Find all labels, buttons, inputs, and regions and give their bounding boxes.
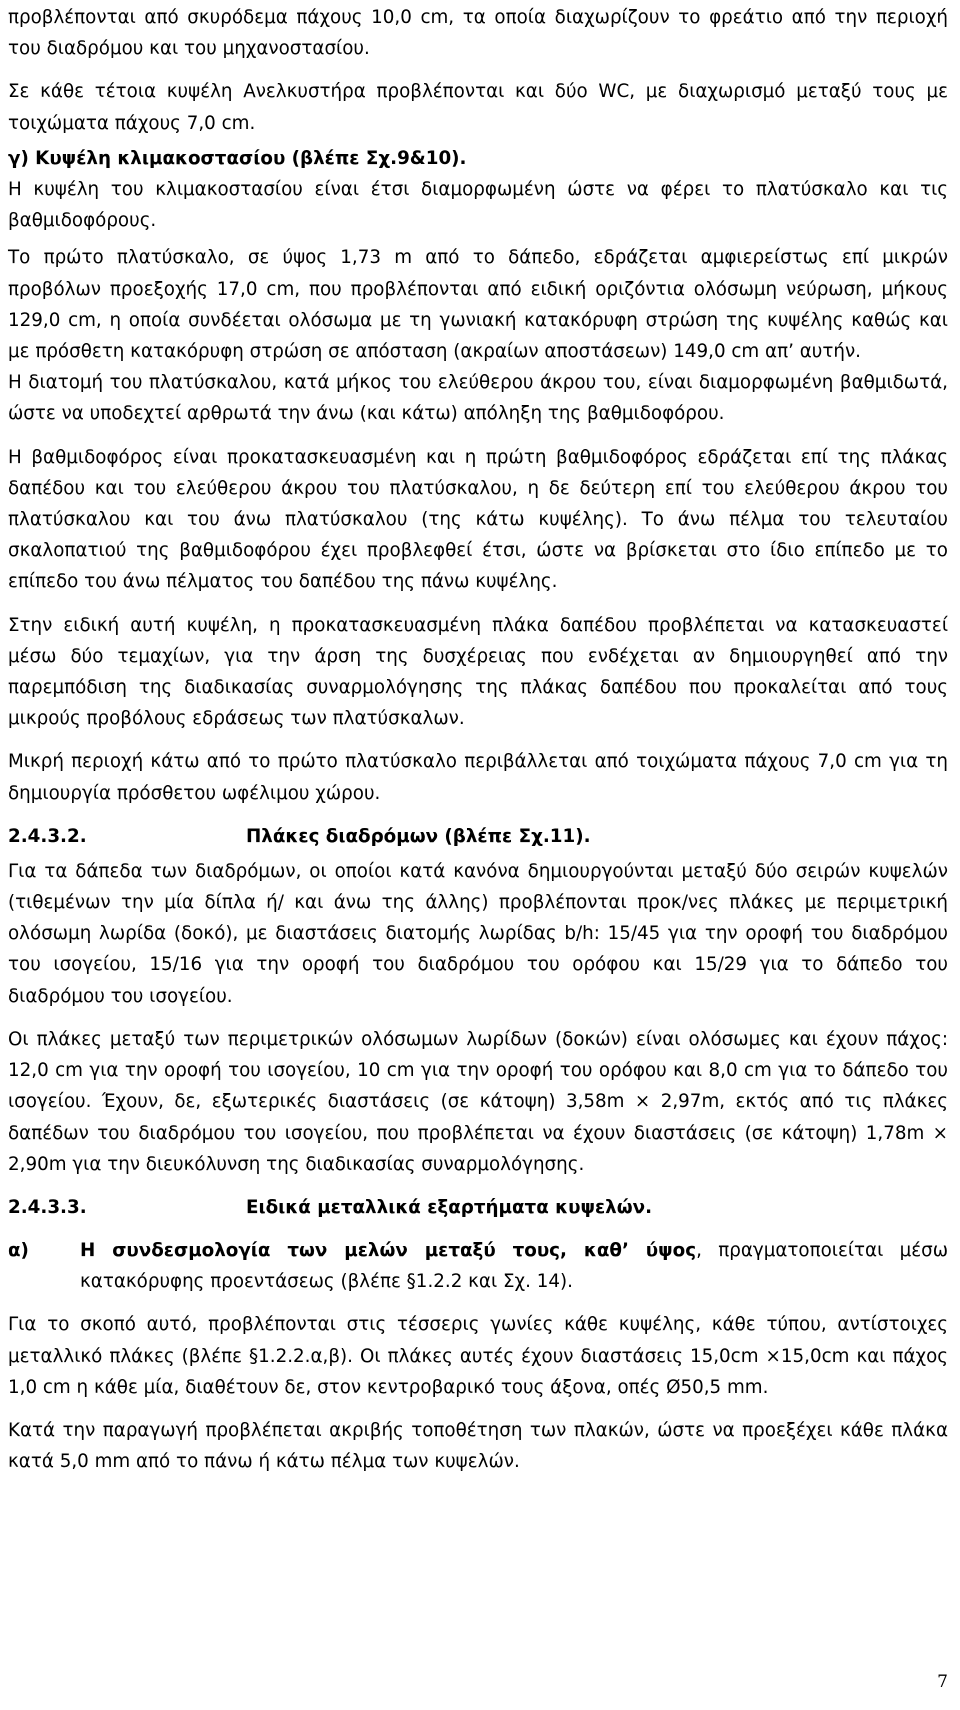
section-title: Ειδικά μεταλλικά εξαρτήματα κυψελών. [246, 1196, 653, 1218]
subsection-a [8, 1235, 948, 1297]
section-number: 2.4.3.3. [8, 1196, 87, 1218]
paragraph: Σε κάθε τέτοια κυψέλη Ανελκυστήρα προβλέπονται και δύο WC, με διαχωρισμό μεταξύ τους με τοιχώματα πάχους 7,0 cm. [8, 81, 948, 134]
subsection-label: α) [8, 1239, 29, 1261]
paragraph: Το πρώτο πλατύσκαλο, σε ύψος 1,73 m από το δάπεδο, εδράζεται αμφιερείστως επί μικρών προβόλων προεξοχής 17,0 cm, που προβλέπονται από ειδική οριζόντια ολόσωμη νεύρωση, μήκους 129,0 cm, η οποία συνδέεται ολόσωμα με τη γωνιακή κατακόρυφη στρώση της κυψέλης καθώς και με πρόσθετη κατακόρυφη στρώση σε απόσταση (ακραίων αποστάσεων) 149,0 cm απ’ αυτήν. [8, 247, 948, 363]
subsection-rest: , πραγματοποιείται μέσω κατακόρυφης προεντάσεως (βλέπε §1.2.2 και Σχ. 14). [80, 1239, 949, 1293]
paragraph: προβλέπονται από σκυρόδεμα πάχους 10,0 cm, τα οποία διαχωρίζουν το φρεάτιο από την περιοχή του διαδρόμου και του μηχανοστασίου. [8, 7, 948, 60]
paragraph: Οι πλάκες μεταξύ των περιμετρικών ολόσωμων λωρίδων (δοκών) είναι ολόσωμες και έχουν πάχος: 12,0 cm για την οροφή του ισογείου, 10 cm για την οροφή του ορόφου και 8,0 cm για το δάπεδο του ισογείου. Έχουν, δε, εξωτερικές διαστάσεις (σε κάτοψη) 3,58m × 2,97m, εκτός από τις πλάκες δαπέδων του διαδρόμου του ισογείου, που προβλέπεται να έχουν διαστάσεις (σε κάτοψη) 1,78m × 2,90m για την διευκόλυνση της διαδικασίας συναρμολόγησης. [8, 1028, 948, 1175]
page-number: 7 [937, 1672, 948, 1692]
subsection-bold-title: Η συνδεσμολογία των μελών μεταξύ τους, καθ’ ύψος [80, 1239, 697, 1261]
paragraph: Η διατομή του πλατύσκαλου, κατά μήκος του ελεύθερου άκρου του, είναι διαμορφωμένη βαθμιδωτά, ώστε να υποδεχτεί αρθρωτά την άνω (και κάτω) απόληξη της βαθμιδοφόρου. [8, 372, 948, 425]
section-heading [8, 821, 948, 852]
section-number: 2.4.3.2. [8, 825, 87, 847]
paragraph: Η κυψέλη του κλιμακοστασίου είναι έτσι διαμορφωμένη ώστε να φέρει το πλατύσκαλο και τις βαθμιδοφόρους. [8, 179, 948, 232]
paragraph: Η βαθμιδοφόρος είναι προκατασκευασμένη και η πρώτη βαθμιδοφόρος εδράζεται επί της πλάκας δαπέδου και του ελεύθερου άκρου του πλατύσκαλου, η δε δεύτερη επί του ελεύθερου άκρου του πλατύσκαλου και του άνω πλατύσκαλου (της κάτω κυψέλης). Το άνω πέλμα του τελευταίου σκαλοπατιού της βαθμιδοφόρου έχει προβλεφθεί έτσι, ώστε να βρίσκεται στο ίδιο επίπεδο με το επίπεδο του άνω πέλματος του δαπέδου της πάνω κυψέλης. [8, 446, 948, 593]
section-title: Πλάκες διαδρόμων (βλέπε Σχ.11). [246, 825, 591, 847]
paragraph: Κατά την παραγωγή προβλέπεται ακριβής τοποθέτηση των πλακών, ώστε να προεξέχει κάθε πλάκα κατά 5,0 mm από το πάνω ή κάτω πέλμα των κυψελών. [8, 1419, 948, 1473]
paragraph: Στην ειδική αυτή κυψέλη, η προκατασκευασμένη πλάκα δαπέδου προβλέπεται να κατασκευαστεί μέσω δύο τεμαχίων, για την άρση της δυσχέρειας που ενδέχεται αν δημιουργηθεί από την παρεμπόδιση της διαδικασίας συναρμολόγησης της πλάκας δαπέδου που προκαλείται από τους μικρούς προβόλους εδράσεως των πλατύσκαλων. [8, 614, 948, 730]
paragraph: Μικρή περιοχή κάτω από το πρώτο πλατύσκαλο περιβάλλεται από τοιχώματα πάχους 7,0 cm για τη δημιουργία πρόσθετου ωφέλιμου χώρου. [8, 751, 948, 804]
subsection-text [80, 1235, 948, 1297]
paragraph: Για τα δάπεδα των διαδρόμων, οι οποίοι κατά κανόνα δημιουργούνται μεταξύ δύο σειρών κυψελών (τιθεμένων την μία δίπλα ή/ και άνω της άλλης) προβλέπονται προκ/νες πλάκες με περιμετρική ολόσωμη λωρίδα (δοκό), με διαστάσεις διατομής λωρίδας b/h: 15/45 για την οροφή του διαδρόμου του ισογείου, 15/16 για την οροφή του διαδρόμου του ορόφου και 15/29 για το δάπεδο του διαδρόμου του ισογείου. [8, 860, 948, 1007]
section-heading-gamma: γ) Κυψέλη κλιμακοστασίου (βλέπε Σχ.9&10). [8, 147, 467, 169]
section-heading [8, 1192, 948, 1223]
paragraph: Για το σκοπό αυτό, προβλέπονται στις τέσσερις γωνίες κάθε κυψέλης, κάθε τύπου, αντίστοιχες μεταλλικό πλάκες (βλέπε §1.2.2.α,β). Οι πλάκες αυτές έχουν διαστάσεις 15,0cm ×15,0cm και πάχος 1,0 cm η κάθε μία, διαθέτουν δε, στον κεντροβαρικό τους άξονα, οπές Ø50,5 mm. [8, 1314, 948, 1398]
document-page [8, 0, 948, 1477]
